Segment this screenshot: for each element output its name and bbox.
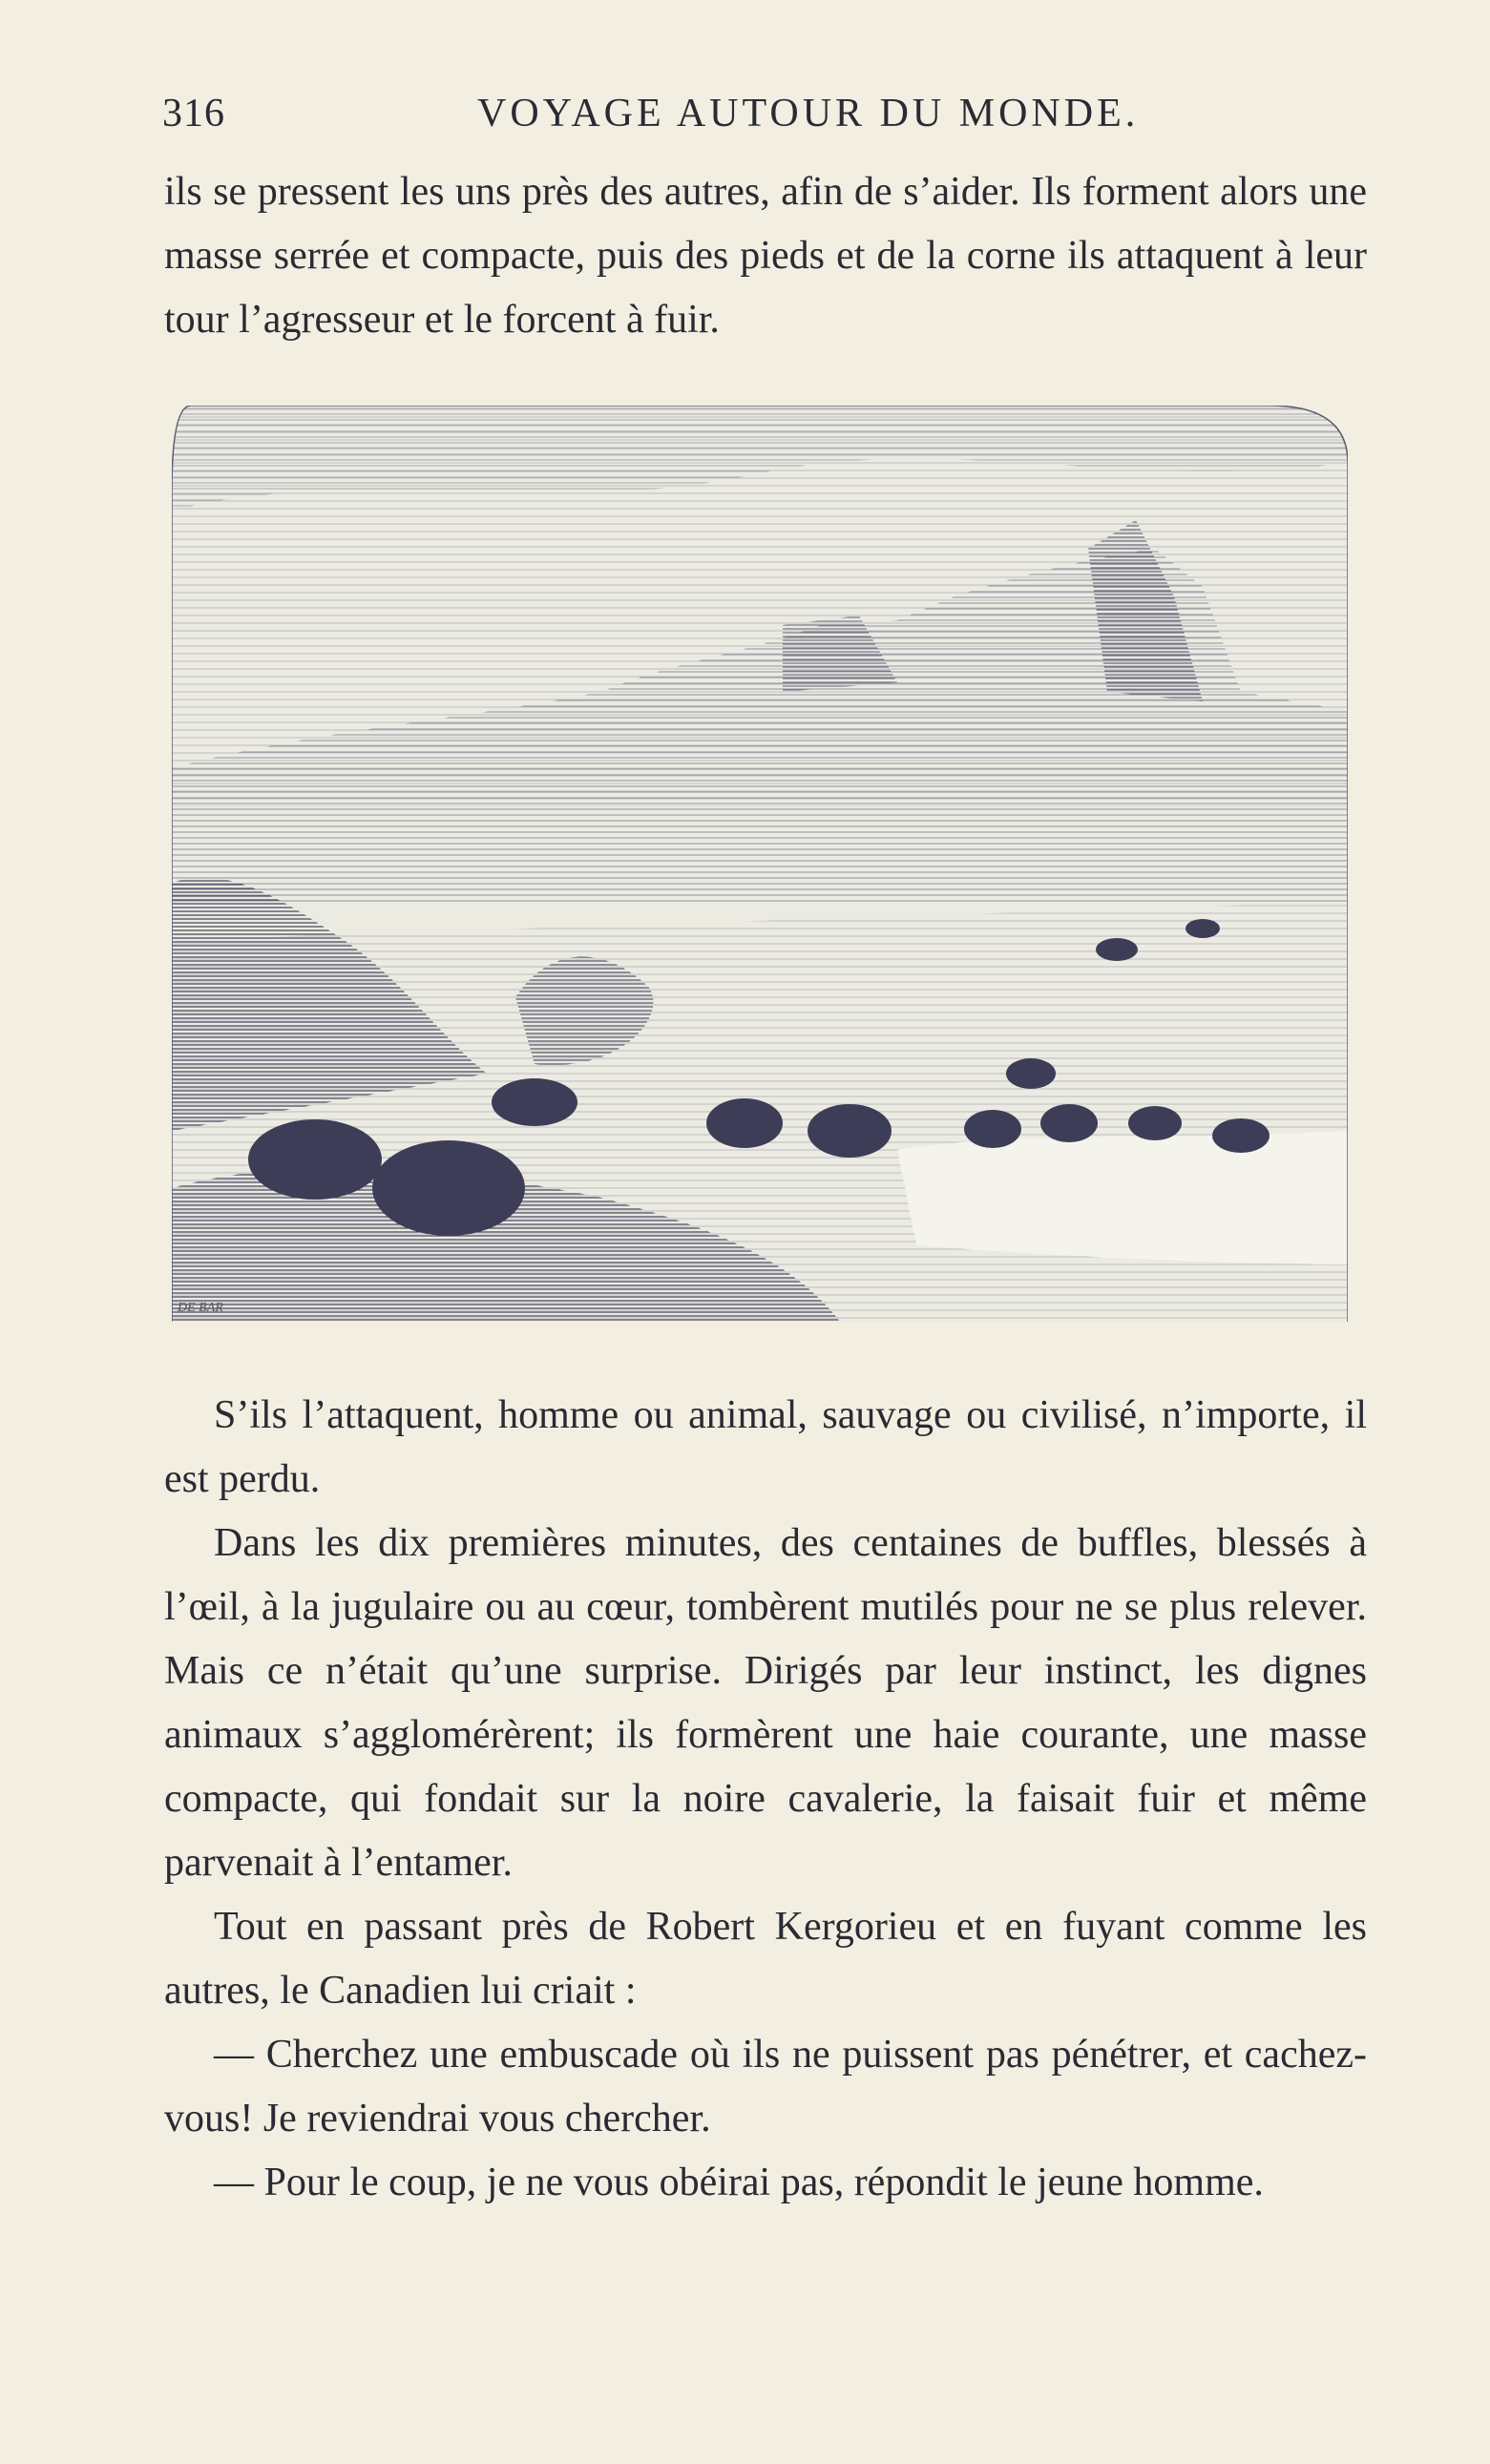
- engraving-illustration: [172, 406, 1348, 1322]
- paragraph-1: S’ils l’attaquent, homme ou animal, sauvage ou civilisé, n’importe, il est perdu.: [164, 1393, 1367, 1501]
- page-number: 316: [162, 92, 225, 136]
- paragraph-5: — Pour le coup, je ne vous obéirai pas, répondit le jeune homme.: [214, 2161, 1264, 2204]
- paragraph-4: — Cherchez une embuscade où ils ne puissent pas pénétrer, et cachez-vous! Je reviendrai vous chercher.: [164, 2033, 1367, 2140]
- top-text-block: [164, 160, 1367, 352]
- engraver-signature: DE BAR: [178, 1301, 223, 1315]
- page-header: [162, 91, 1355, 138]
- paragraph-continuation: ils se pressent les uns près des autres, afin de s’aider. Ils forment alors une masse serrée et compacte, puis des pieds et de la corne ils attaquent à leur tour l’agresseur et le forcent à fuir.: [164, 170, 1367, 342]
- running-title: VOYAGE AUTOUR DU MONDE.: [477, 92, 1140, 136]
- buffalo-landscape-engraving: [172, 406, 1348, 1322]
- paragraph-3: Tout en passant près de Robert Kergorieu et en fuyant comme les autres, le Canadien lui criait :: [164, 1905, 1367, 2013]
- body-text-block: [164, 1384, 1367, 2215]
- paragraph-2: Dans les dix premières minutes, des centaines de buffles, blessés à l’œil, à la jugulaire ou au cœur, tombèrent mutilés pour ne se plus relever. Mais ce n’était qu’une surprise. Dirigés par leur instinct, les dignes animaux s’agglomérèrent; ils formèrent une haie courante, une masse compacte, qui fondait sur la noire cavalerie, la faisait fuir et même parvenait à l’entamer.: [164, 1521, 1367, 1885]
